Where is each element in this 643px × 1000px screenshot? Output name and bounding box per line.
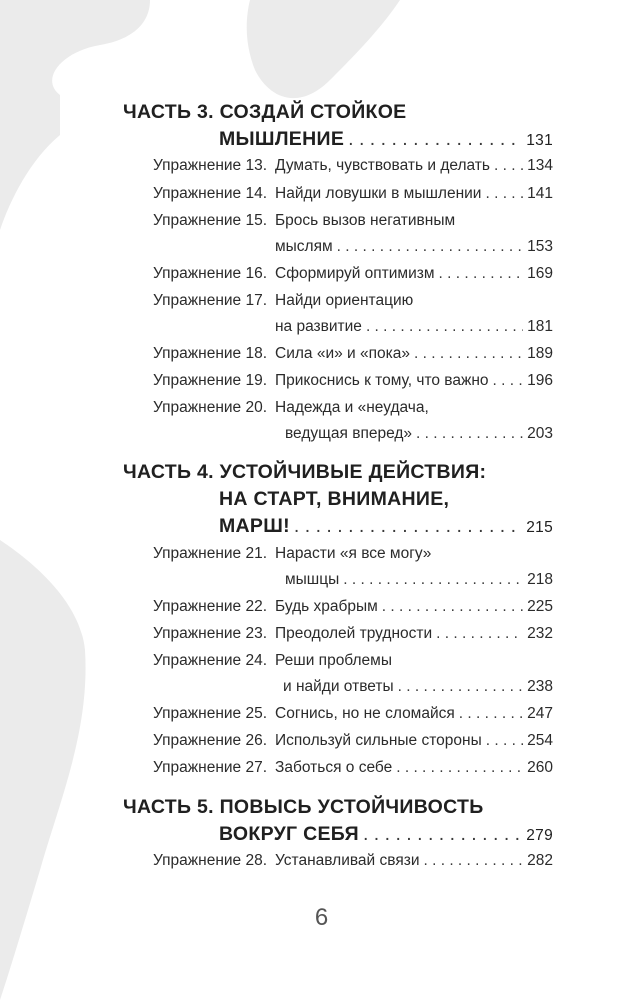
toc-entry-cont[interactable] — [275, 318, 553, 336]
page-ref: 279 — [526, 827, 553, 844]
part-heading-cont[interactable] — [219, 128, 553, 151]
leader-dots — [382, 598, 523, 616]
leader-dots — [459, 705, 523, 723]
exercise-label: Упражнение 25. — [153, 705, 268, 722]
page-ref: 196 — [527, 372, 553, 389]
exercise-label: Упражнение 24. — [153, 652, 268, 669]
exercise-title-cont: мышцы — [285, 571, 340, 588]
exercise-label: Упражнение 20. — [153, 399, 268, 416]
exercise-label: Упражнение 16. — [153, 265, 268, 282]
leader-dots — [343, 571, 523, 589]
toc-entry[interactable] — [153, 185, 553, 203]
toc-entry[interactable] — [153, 212, 553, 230]
page-ref: 189 — [527, 345, 553, 362]
leader-dots — [439, 265, 524, 283]
part-title: НА СТАРТ, ВНИМАНИЕ, — [219, 488, 450, 510]
part-heading[interactable] — [123, 796, 553, 819]
toc-entry[interactable] — [153, 732, 553, 750]
toc-entry[interactable] — [153, 705, 553, 723]
page-ref: 215 — [526, 519, 553, 536]
toc-entry[interactable] — [153, 399, 553, 417]
exercise-title: Преодолей трудности — [275, 625, 433, 642]
part-title: ВОКРУГ СЕБЯ — [219, 823, 359, 845]
exercise-label: Упражнение 14. — [153, 185, 268, 202]
toc-entry[interactable] — [153, 157, 553, 175]
exercise-label: Упражнение 27. — [153, 759, 268, 776]
toc-entry-cont[interactable] — [285, 571, 553, 589]
exercise-title-cont: и найди ответы — [283, 678, 394, 695]
exercise-label: Упражнение 15. — [153, 212, 268, 229]
exercise-title: Прикоснись к тому, что важно — [275, 372, 489, 389]
page-ref: 238 — [527, 678, 553, 695]
page-ref: 153 — [527, 238, 553, 255]
leader-dots — [414, 345, 523, 363]
part-heading[interactable] — [123, 101, 553, 124]
page-ref: 203 — [527, 425, 553, 442]
exercise-label: Упражнение 21. — [153, 545, 268, 562]
exercise-title: Используй сильные стороны — [275, 732, 482, 749]
toc-entry[interactable] — [153, 372, 553, 390]
leader-dots — [398, 678, 524, 696]
part-title: ЧАСТЬ 3. СОЗДАЙ СТОЙКОЕ — [123, 101, 407, 123]
exercise-title: Будь храбрым — [275, 598, 378, 615]
exercise-title: Устанавливай связи — [275, 852, 420, 869]
leader-dots — [416, 425, 523, 443]
page-ref: 141 — [527, 185, 553, 202]
part-title: МАРШ! — [219, 515, 290, 537]
toc-entry-cont[interactable] — [275, 238, 553, 256]
toc-entry[interactable] — [153, 598, 553, 616]
part-title: ЧАСТЬ 4. УСТОЙЧИВЫЕ ДЕЙСТВИЯ: — [123, 461, 487, 483]
page-ref: 254 — [527, 732, 553, 749]
exercise-label: Упражнение 22. — [153, 598, 268, 615]
exercise-title-cont: мыслям — [275, 238, 333, 255]
part-title: ЧАСТЬ 5. ПОВЫСЬ УСТОЙЧИВОСТЬ — [123, 796, 484, 818]
toc-entry[interactable] — [153, 625, 553, 643]
exercise-title: Найди ориентацию — [275, 292, 414, 309]
leader-dots — [485, 185, 523, 203]
page-ref: 247 — [527, 705, 553, 722]
exercise-title-cont: на развитие — [275, 318, 362, 335]
part-heading-cont[interactable] — [219, 515, 553, 538]
page-ref: 282 — [527, 852, 553, 869]
toc-entry-cont[interactable] — [285, 425, 553, 443]
exercise-title: Сформируй оптимизм — [275, 265, 435, 282]
part-title: МЫШЛЕНИЕ — [219, 128, 345, 150]
exercise-label: Упражнение 18. — [153, 345, 268, 362]
leader-dots — [363, 823, 522, 846]
leader-dots — [366, 318, 523, 336]
page-ref: 225 — [527, 598, 553, 615]
exercise-label: Упражнение 26. — [153, 732, 268, 749]
toc-entry[interactable] — [153, 652, 553, 670]
toc-entry-cont[interactable] — [283, 678, 553, 696]
exercise-title: Согнись, но не сломайся — [275, 705, 455, 722]
exercise-label: Упражнение 19. — [153, 372, 268, 389]
exercise-title: Брось вызов негативным — [275, 212, 456, 229]
exercise-label: Упражнение 28. — [153, 852, 268, 869]
part-heading-cont[interactable] — [219, 823, 553, 846]
leader-dots — [494, 157, 523, 175]
leader-dots — [348, 128, 522, 151]
part-heading-cont[interactable] — [219, 488, 553, 511]
exercise-title: Надежда и «неудача, — [275, 399, 429, 416]
toc-entry[interactable] — [153, 265, 553, 283]
exercise-title: Реши проблемы — [275, 652, 392, 669]
page-ref: 218 — [527, 571, 553, 588]
page-ref: 232 — [527, 625, 553, 642]
leader-dots — [493, 372, 524, 390]
leader-dots — [396, 759, 523, 777]
exercise-label: Упражнение 13. — [153, 157, 268, 174]
exercise-label: Упражнение 17. — [153, 292, 268, 309]
exercise-title: Заботься о себе — [275, 759, 393, 776]
page-ref: 169 — [527, 265, 553, 282]
leader-dots — [423, 852, 523, 870]
page-ref: 260 — [527, 759, 553, 776]
exercise-title: Думать, чувствовать и делать — [275, 157, 490, 174]
exercise-title: Нарасти «я все могу» — [275, 545, 432, 562]
toc-entry[interactable] — [153, 852, 553, 870]
exercise-title-cont: ведущая вперед» — [285, 425, 413, 442]
toc-entry[interactable] — [153, 759, 553, 777]
toc-entry[interactable] — [153, 292, 553, 310]
page-ref: 134 — [527, 157, 553, 174]
page-ref: 181 — [527, 318, 553, 335]
page-number: 6 — [314, 904, 329, 931]
exercise-title: Найди ловушки в мышлении — [275, 185, 482, 202]
toc-entry[interactable] — [153, 545, 553, 563]
leader-dots — [436, 625, 523, 643]
leader-dots — [337, 238, 523, 256]
toc-entry[interactable] — [153, 345, 553, 363]
exercise-title: Сила «и» и «пока» — [275, 345, 410, 362]
exercise-label: Упражнение 23. — [153, 625, 268, 642]
leader-dots — [486, 732, 523, 750]
leader-dots — [294, 515, 522, 538]
page-ref: 131 — [526, 132, 553, 149]
part-heading[interactable] — [123, 461, 553, 484]
